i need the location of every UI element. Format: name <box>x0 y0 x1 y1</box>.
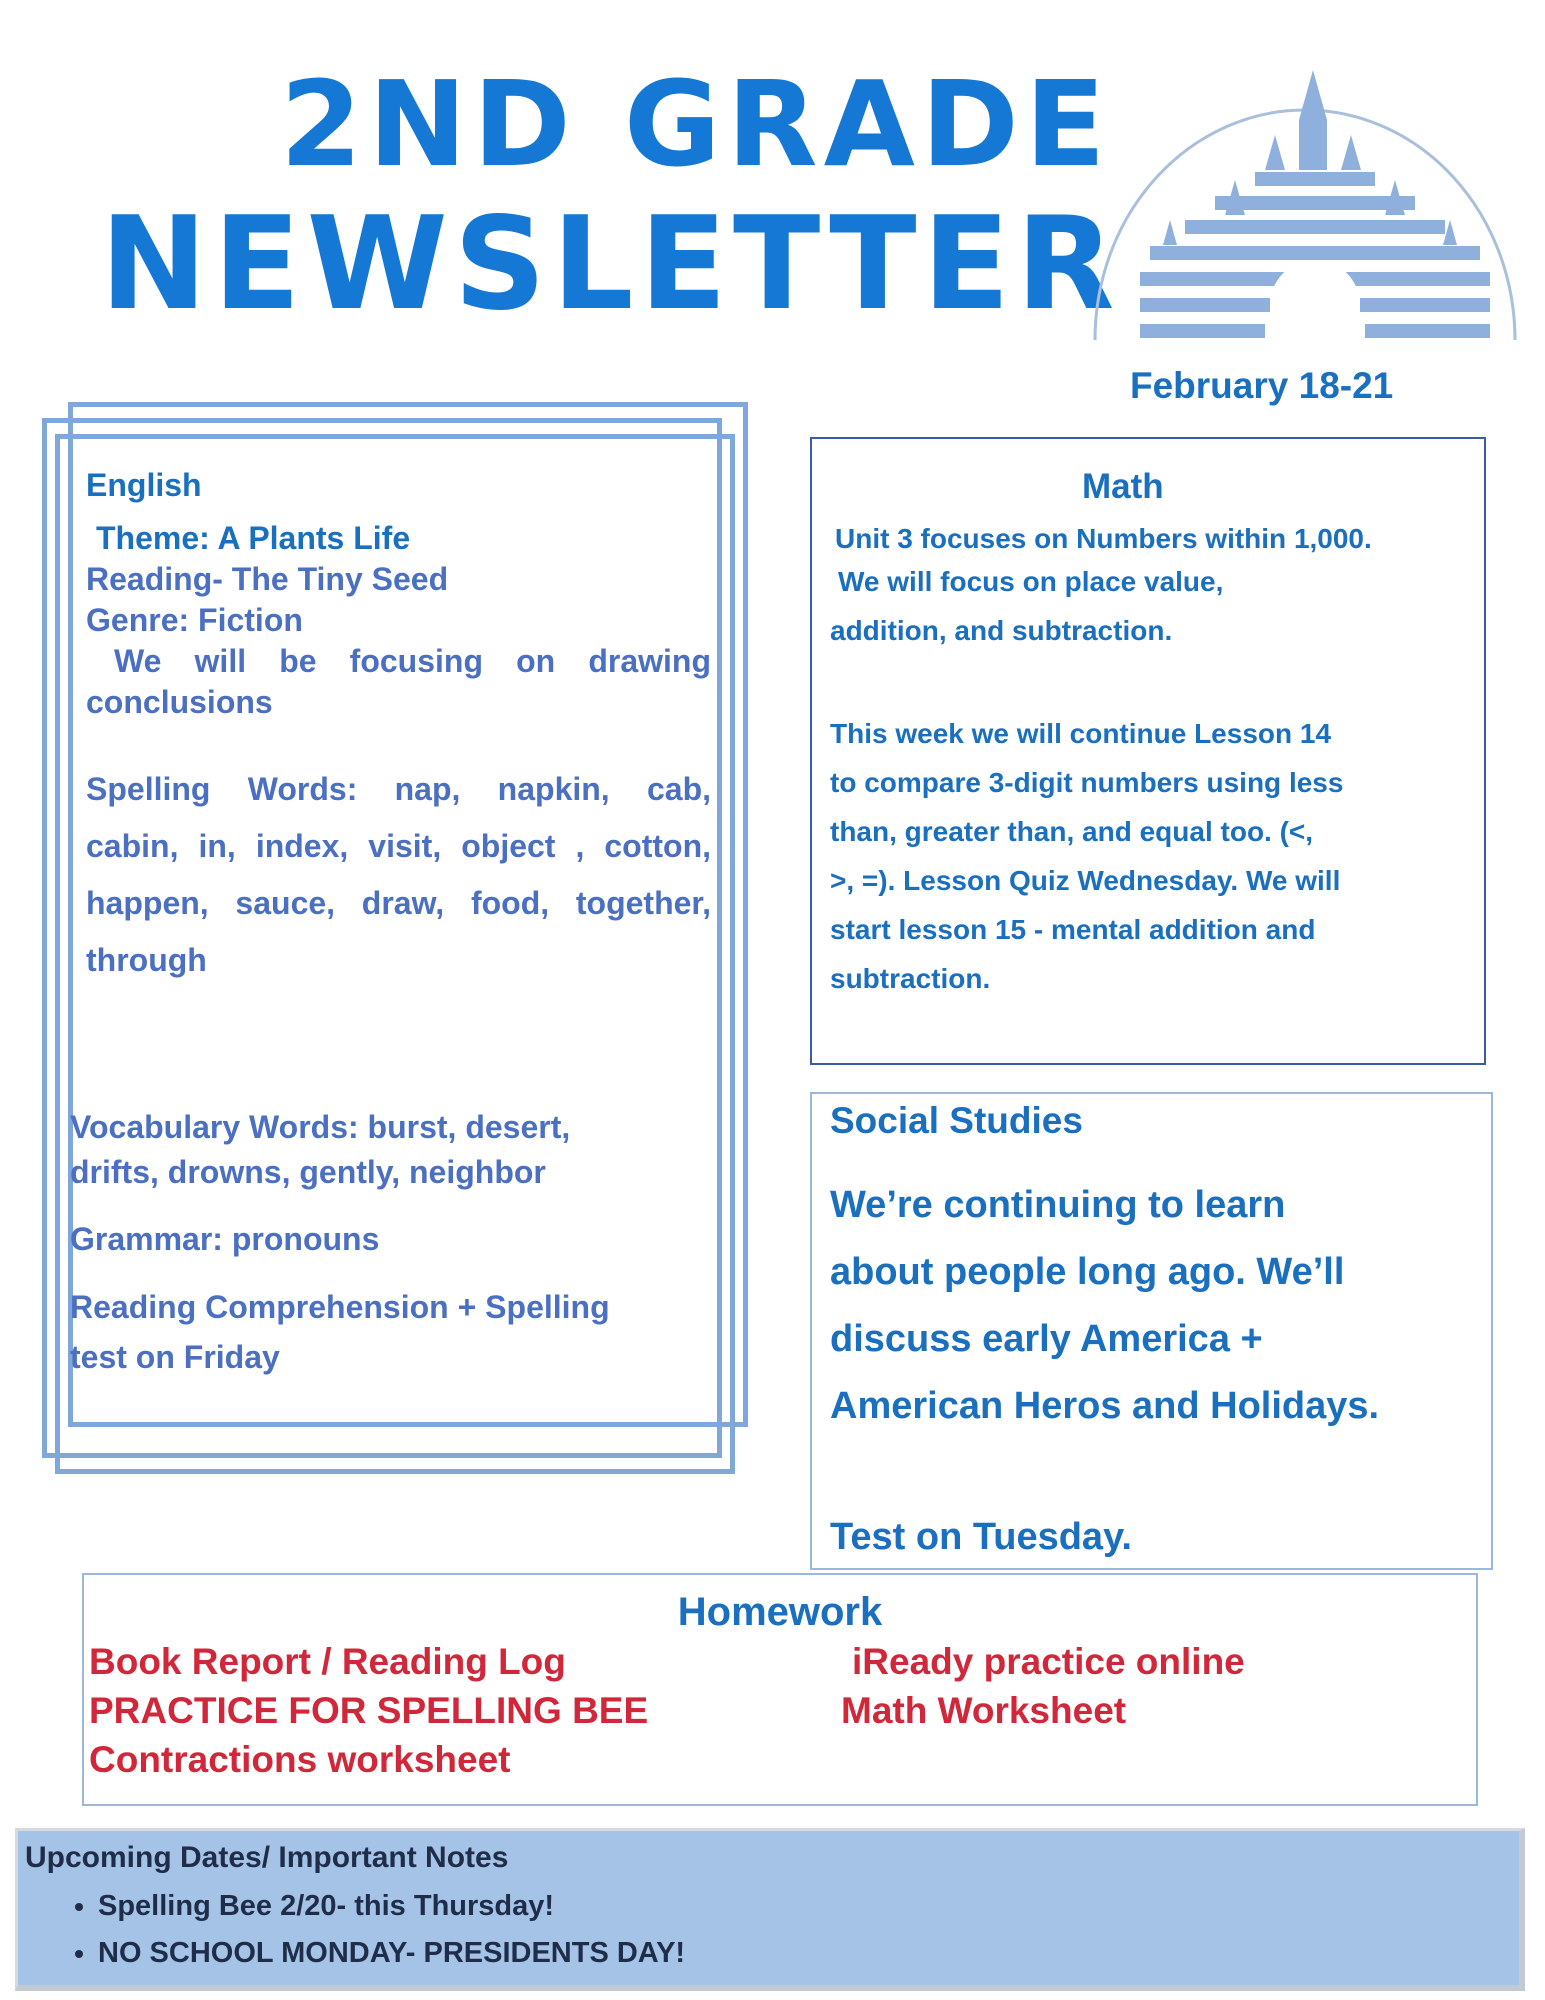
grammar: Grammar: pronouns <box>70 1221 380 1257</box>
social-studies-paragraph <box>830 1172 1470 1440</box>
social-studies-section <box>810 1092 1493 1570</box>
newsletter-date: February 18-21 <box>1130 365 1394 406</box>
spelling-words <box>86 761 711 989</box>
math-line: than, greater than, and equal too. (<, <box>830 816 1314 847</box>
social-studies-line: discuss early America + <box>830 1318 1263 1360</box>
english-reading: Reading- The Tiny Seed <box>86 561 449 597</box>
english-heading: English <box>86 467 202 503</box>
social-studies-line: about people long ago. We’ll <box>830 1251 1345 1293</box>
math-section <box>810 437 1486 1065</box>
test-line-1: Reading Comprehension + Spelling <box>70 1289 610 1325</box>
test-line-2: test on Friday <box>70 1339 280 1375</box>
notes-list <box>18 1883 685 1977</box>
math-paragraph-2 <box>830 709 1470 1003</box>
math-line: >, =). Lesson Quiz Wednesday. We will <box>830 865 1341 896</box>
homework-heading: Homework <box>677 1590 883 1634</box>
social-studies-line: We’re continuing to learn <box>830 1184 1286 1226</box>
spelling-line: cabin, in, index, visit, object , cotton, <box>86 828 711 864</box>
english-focus-line-2: conclusions <box>86 684 273 720</box>
homework-item: Contractions worksheet <box>89 1739 511 1780</box>
math-line: addition, and subtraction. <box>830 615 1173 646</box>
english-section <box>86 465 711 989</box>
math-paragraph-1 <box>830 519 1470 657</box>
homework-section <box>82 1573 1478 1806</box>
vocabulary-line-1: Vocabulary Words: burst, desert, <box>70 1109 571 1145</box>
important-notes-section <box>15 1828 1525 1991</box>
title-line-1: 2ND GRADE <box>280 55 1112 193</box>
math-line: We will focus on place value, <box>838 566 1224 597</box>
spelling-line: through <box>86 942 207 978</box>
math-line: start lesson 15 - mental addition and <box>830 914 1316 945</box>
spelling-line: happen, sauce, draw, food, together, <box>86 885 711 921</box>
homework-item: Math Worksheet <box>841 1690 1127 1731</box>
homework-item: PRACTICE FOR SPELLING BEE <box>89 1690 649 1731</box>
homework-item: iReady practice online <box>852 1641 1245 1682</box>
math-line: to compare 3-digit numbers using less <box>830 767 1344 798</box>
english-theme: Theme: A Plants Life <box>96 520 411 556</box>
math-line: subtraction. <box>830 963 991 994</box>
vocabulary-line-2: drifts, drowns, gently, neighbor <box>70 1154 546 1190</box>
math-line: Unit 3 focuses on Numbers within 1,000. <box>835 523 1372 554</box>
social-studies-test: Test on Tuesday. <box>830 1516 1132 1558</box>
math-heading: Math <box>1082 467 1164 506</box>
math-line: This week we will continue Lesson 14 <box>830 718 1332 749</box>
title-line-2: NEWSLETTER <box>100 190 1121 339</box>
homework-item: Book Report / Reading Log <box>89 1641 566 1682</box>
spelling-line: Spelling Words: nap, napkin, cab, <box>86 771 711 807</box>
notes-item: • Spelling Bee 2/20- this Thursday! <box>98 1883 685 1930</box>
english-focus-line-1: We will be focusing on drawing <box>114 643 711 679</box>
english-genre: Genre: Fiction <box>86 602 303 638</box>
castle-logo-icon <box>1085 50 1525 360</box>
notes-heading: Upcoming Dates/ Important Notes <box>25 1841 509 1874</box>
social-studies-heading: Social Studies <box>830 1100 1083 1141</box>
english-section-lower <box>70 1105 710 1382</box>
notes-item: • NO SCHOOL MONDAY- PRESIDENTS DAY! <box>98 1930 685 1977</box>
social-studies-line: American Heros and Holidays. <box>830 1385 1380 1427</box>
